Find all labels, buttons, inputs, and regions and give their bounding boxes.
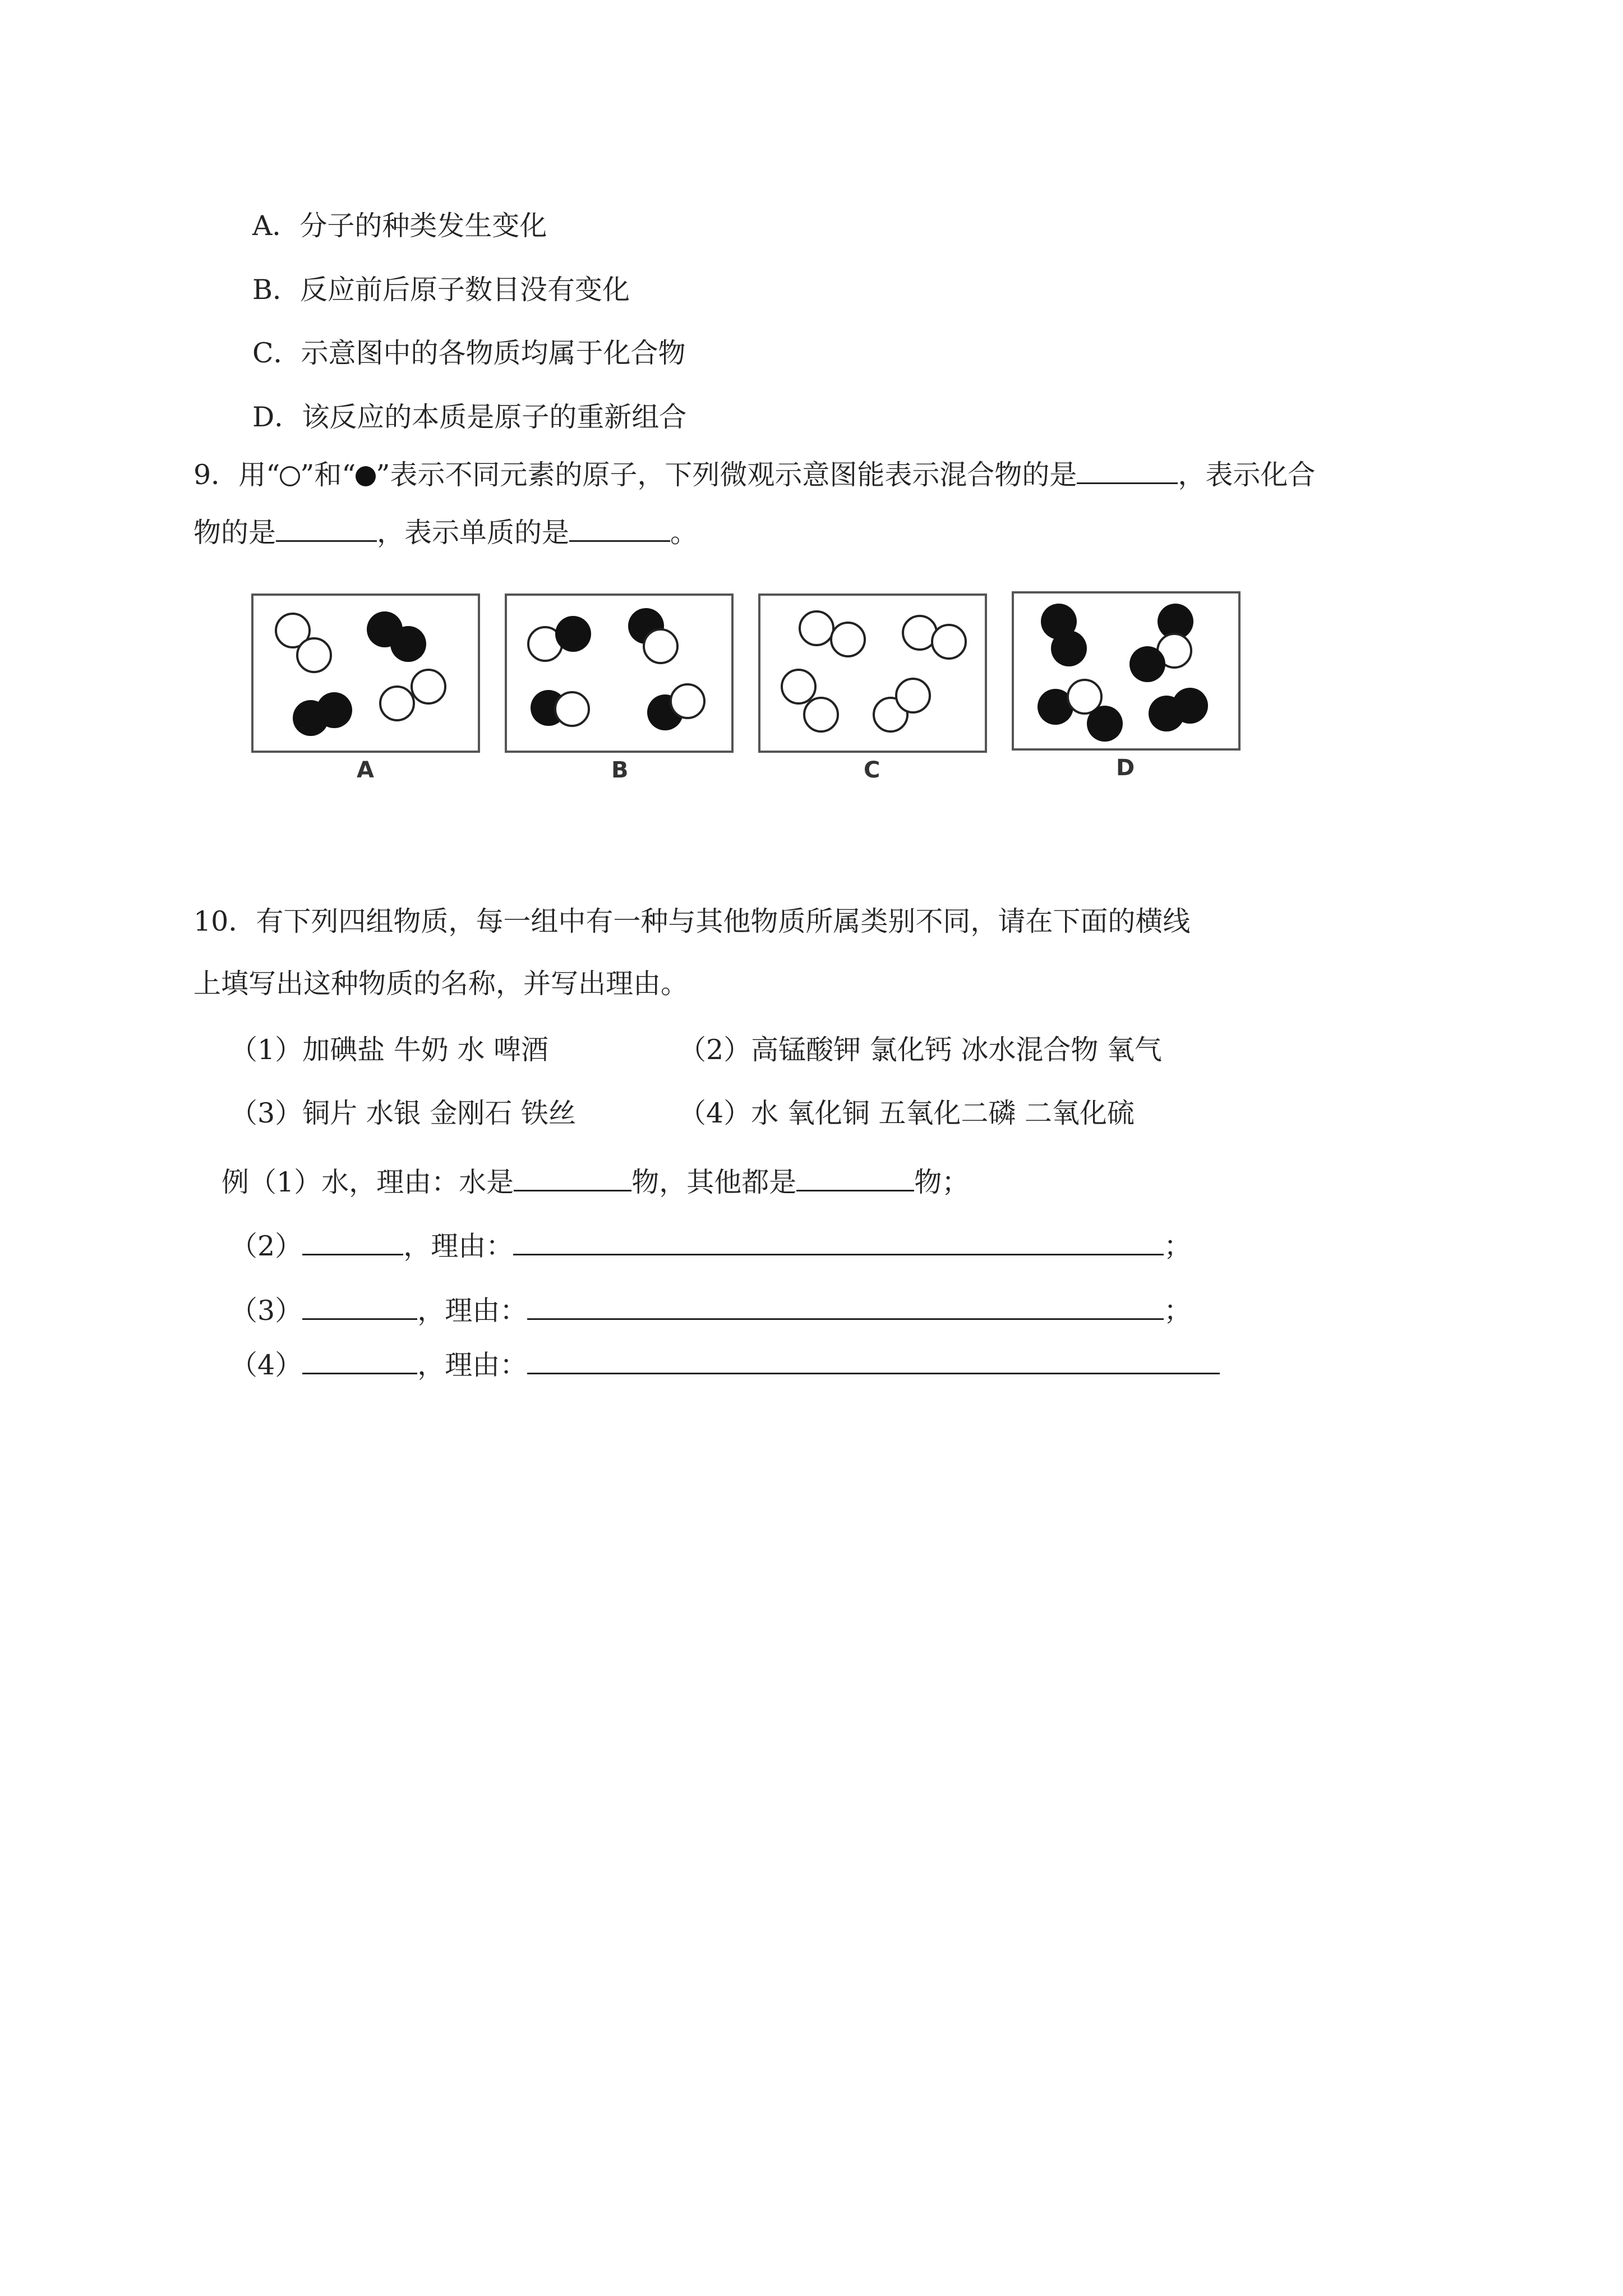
- white-atom-icon: [280, 466, 300, 486]
- black-atom: [1172, 688, 1208, 724]
- example-text: 物，其他都是: [631, 1166, 797, 1198]
- example-blank-2: [796, 1163, 914, 1191]
- option-d: D．该反应的本质是原子的重新组合: [252, 401, 687, 433]
- example-line: [222, 1163, 969, 1199]
- question-10-line-2: 上填写出这种物质的名称，并写出理由。: [193, 968, 689, 1000]
- diagram-box-c: [758, 593, 987, 753]
- answer-blank-mixture[interactable]: [1077, 455, 1178, 484]
- punctuation: ；: [1164, 1230, 1192, 1262]
- question-number: 9．: [193, 459, 239, 491]
- question-text: ”表示不同元素的原子，下列微观示意图能表示混合物的是: [376, 459, 1077, 491]
- answer-blank-reason-2[interactable]: [513, 1227, 1164, 1255]
- answer-blank-name-4[interactable]: [302, 1346, 417, 1374]
- white-atom: [931, 624, 967, 660]
- question-9-line-2: [193, 513, 698, 550]
- question-text: 用“: [238, 459, 280, 491]
- answer-blank-name-3[interactable]: [302, 1291, 417, 1320]
- diagram-label-d: D: [1116, 755, 1135, 781]
- reason-label: ，理由：: [403, 1230, 514, 1262]
- black-atom: [390, 626, 426, 662]
- white-atom: [411, 669, 446, 705]
- diagram-box-a: [251, 593, 480, 753]
- answer-blank-compound[interactable]: [276, 513, 377, 542]
- punctuation: ；: [1164, 1295, 1192, 1327]
- diagram-box-b: [505, 593, 734, 753]
- answer-number: （2）: [230, 1230, 303, 1262]
- answer-blank-element[interactable]: [569, 513, 670, 542]
- question-text: 物的是: [193, 517, 276, 549]
- group-3: （3）铜片 水银 金刚石 铁丝: [230, 1097, 576, 1129]
- black-atom: [1129, 646, 1165, 682]
- group-1: （1）加碘盐 牛奶 水 啤酒: [230, 1034, 548, 1066]
- white-atom: [296, 637, 332, 673]
- diagram-label-a: A: [357, 757, 374, 783]
- answer-number: （3）: [230, 1295, 303, 1327]
- white-atom: [830, 622, 866, 657]
- black-atom: [316, 692, 352, 728]
- black-atom: [1087, 706, 1123, 742]
- answer-blank-reason-4[interactable]: [527, 1346, 1220, 1374]
- white-atom: [643, 628, 679, 664]
- option-b: B．反应前后原子数目没有变化: [252, 274, 630, 306]
- black-atom-icon: [356, 466, 376, 486]
- white-atom: [670, 683, 706, 719]
- reason-label: ，理由：: [417, 1295, 528, 1327]
- question-text: ”和“: [300, 459, 356, 491]
- white-atom: [554, 691, 590, 727]
- answer-number: （4）: [230, 1349, 303, 1381]
- example-text: 例（1）水，理由：水是: [222, 1166, 514, 1198]
- group-4: （4）水 氧化铜 五氧化二磷 二氧化硫: [679, 1097, 1135, 1129]
- answer-line-4: [230, 1346, 1220, 1382]
- option-a: A．分子的种类发生变化: [252, 210, 547, 242]
- answer-line-2: [230, 1227, 1191, 1263]
- answer-line-3: [230, 1291, 1191, 1328]
- reason-label: ，理由：: [417, 1349, 528, 1381]
- question-9-line-1: [193, 455, 1315, 492]
- white-atom: [799, 610, 834, 646]
- diagram-label-c: C: [864, 757, 880, 783]
- diagram-label-b: B: [611, 757, 629, 783]
- white-atom: [803, 697, 839, 733]
- option-c: C．示意图中的各物质均属于化合物: [252, 337, 686, 369]
- answer-blank-name-2[interactable]: [302, 1227, 403, 1255]
- black-atom: [1051, 631, 1087, 666]
- question-text: 。: [670, 517, 698, 549]
- example-text: 物；: [914, 1166, 970, 1198]
- example-blank-1: [514, 1163, 631, 1191]
- question-text: ，表示单质的是: [377, 517, 570, 549]
- black-atom: [555, 616, 591, 652]
- question-10-line-1: 10．有下列四组物质，每一组中有一种与其他物质所属类别不同，请在下面的横线: [193, 905, 1191, 937]
- white-atom: [895, 678, 931, 714]
- white-atom: [379, 685, 415, 721]
- diagram-box-d: [1012, 591, 1241, 751]
- question-text: ，表示化合: [1178, 459, 1316, 491]
- group-2: （2）高锰酸钾 氯化钙 冰水混合物 氧气: [679, 1034, 1162, 1066]
- answer-blank-reason-3[interactable]: [527, 1291, 1164, 1320]
